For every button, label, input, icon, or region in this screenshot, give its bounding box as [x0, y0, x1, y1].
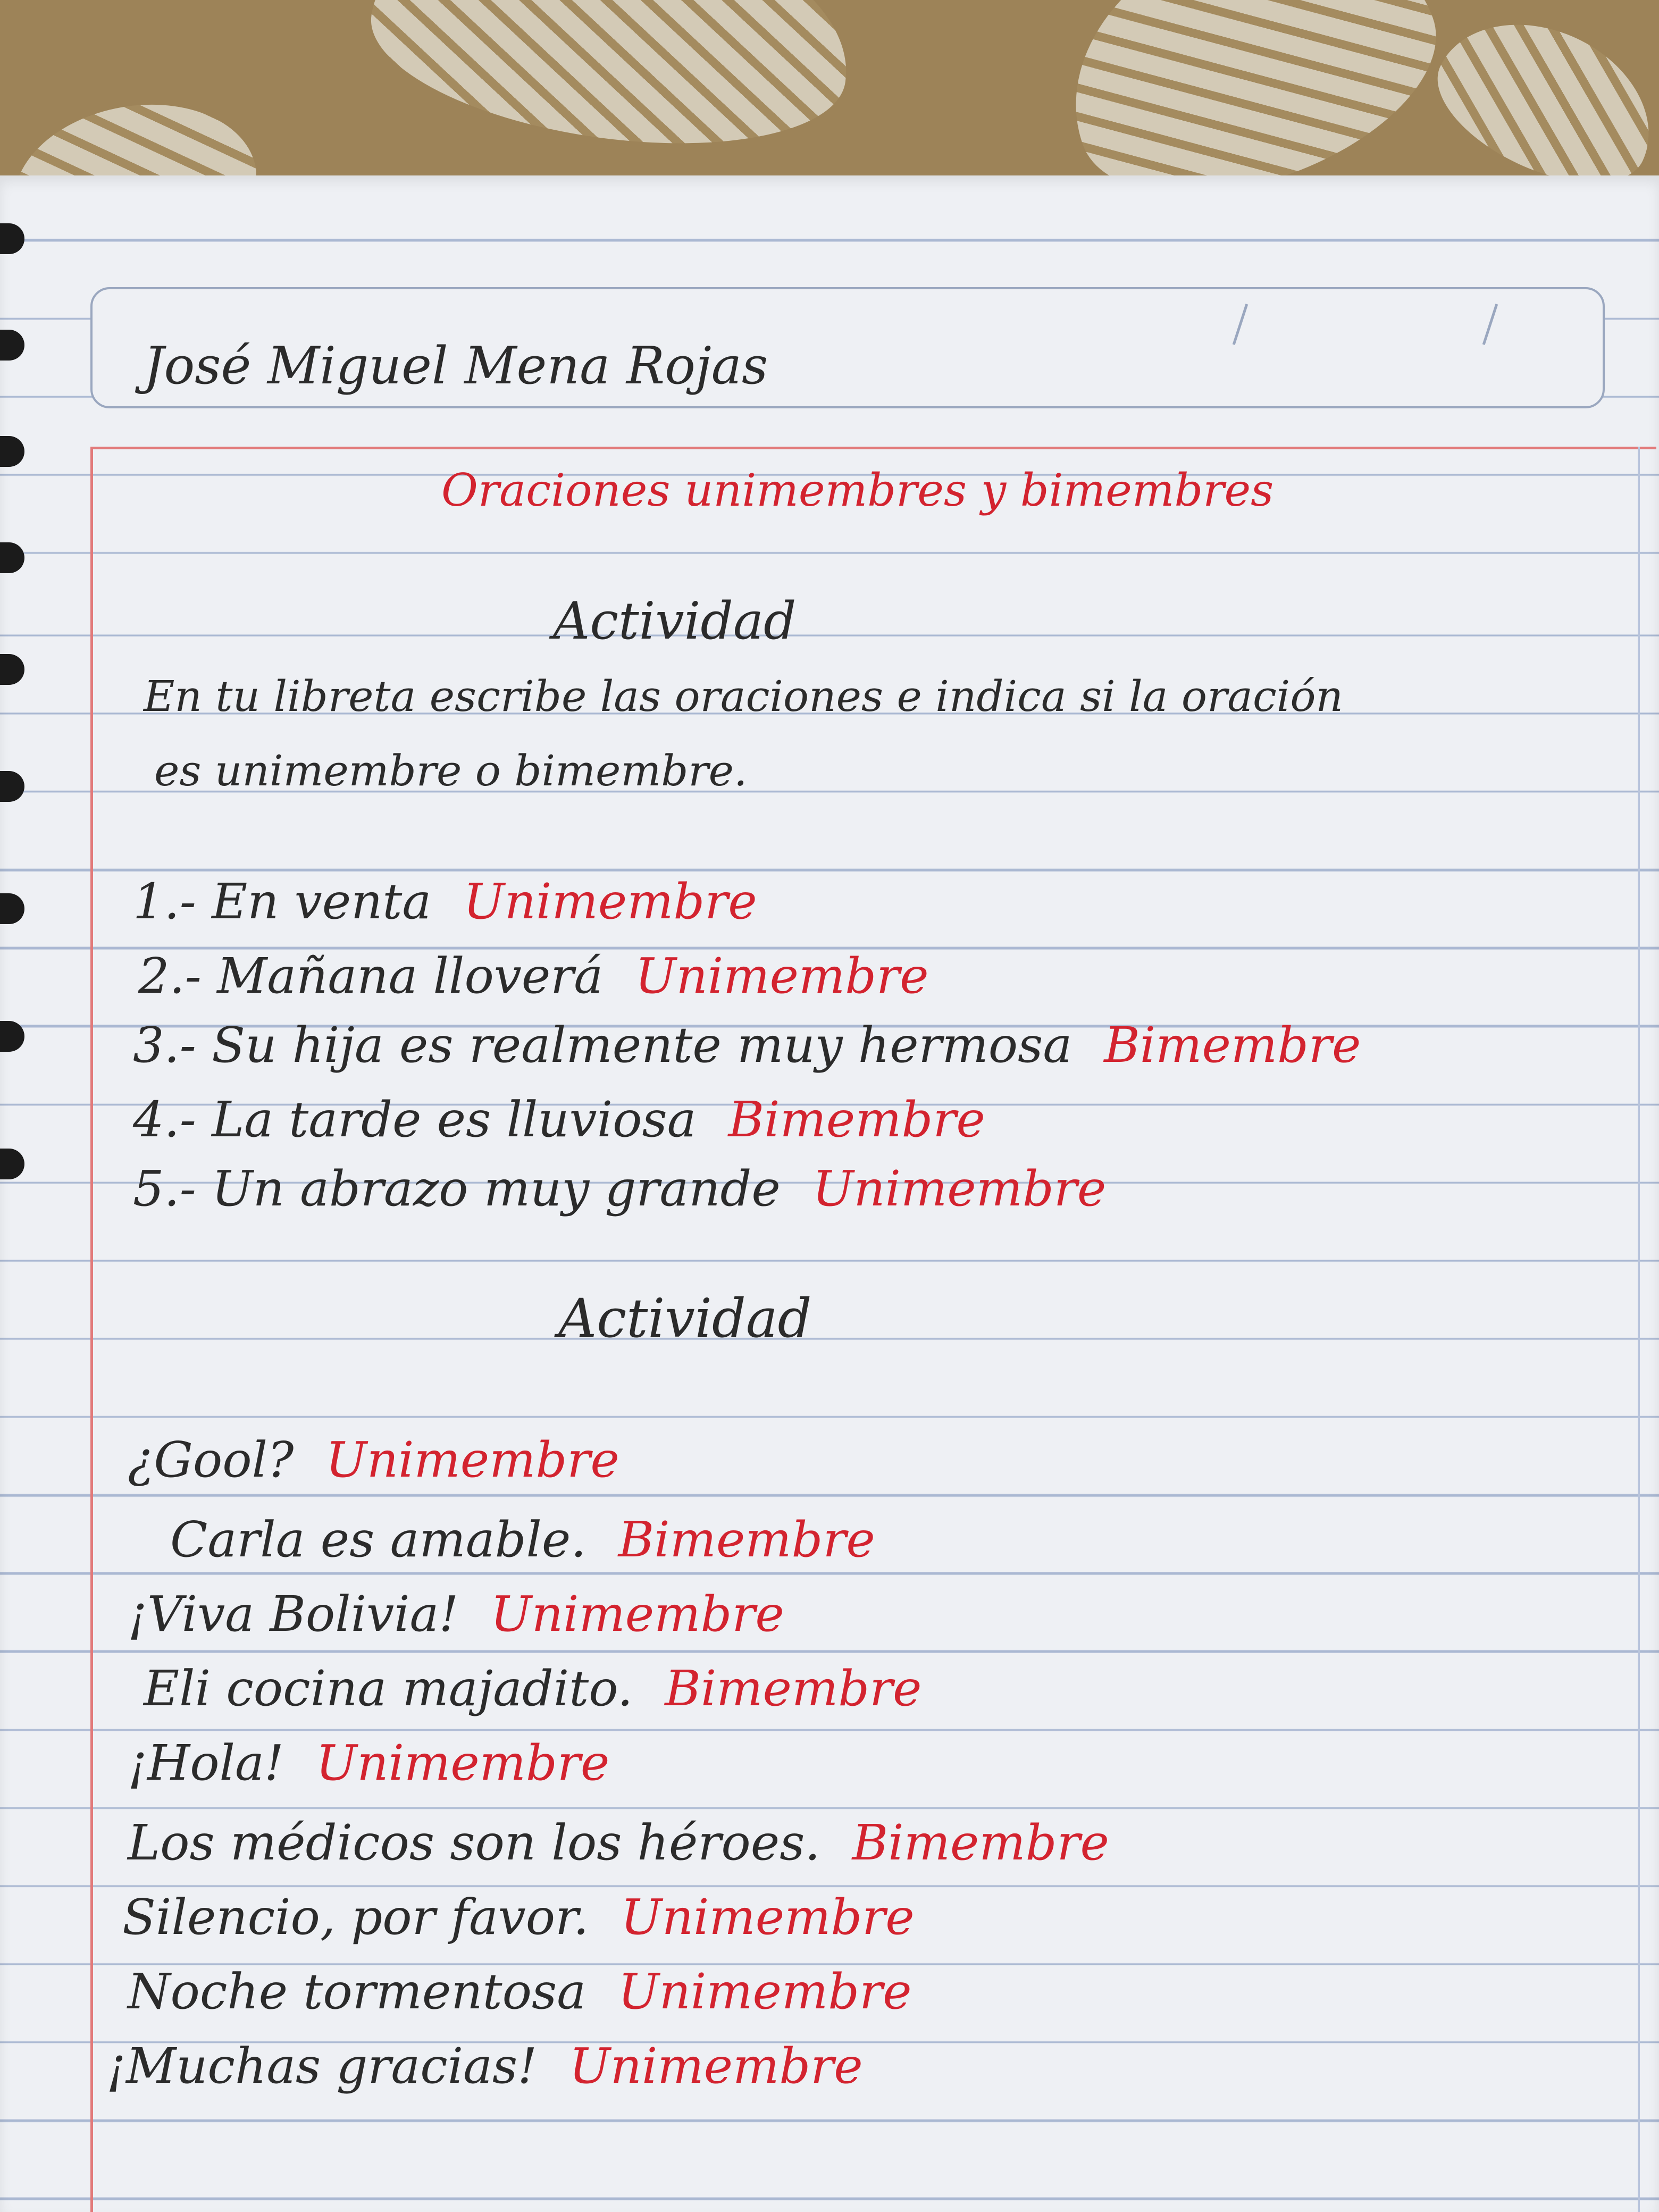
sentence: Los médicos son los héroes. — [128, 1814, 820, 1871]
sentence: Noche tormentosa — [128, 1963, 586, 2020]
activity-1-item — [133, 873, 757, 930]
classification-label: Bimembre — [665, 1660, 922, 1717]
classification-label: Bimembre — [728, 1091, 985, 1148]
sentence: ¡Muchas gracias! — [106, 2038, 538, 2094]
sentence: ¡Viva Bolivia! — [128, 1586, 459, 1643]
activity-1-item — [133, 1160, 1107, 1217]
activity-2-item — [128, 1735, 610, 1791]
instructions-line-2: es unimembre o bimembre. — [154, 746, 748, 795]
sentence: 2.- Mañana lloverá — [138, 948, 604, 1004]
student-name: José Miguel Mena Rojas — [144, 336, 768, 396]
classification-label: Unimembre — [621, 1889, 915, 1946]
sentence: 5.- Un abrazo muy grande — [133, 1160, 781, 1217]
classification-label: Bimembre — [1104, 1017, 1361, 1074]
sentence: Silencio, por favor. — [122, 1889, 589, 1946]
activity-1-item — [133, 1091, 985, 1148]
activity-2-item — [170, 1511, 875, 1568]
classification-label: Unimembre — [812, 1160, 1107, 1217]
classification-label: Bimembre — [618, 1511, 875, 1568]
instructions-line-1: En tu libreta escribe las oraciones e indica si la oración — [144, 672, 1344, 721]
classification-label: Unimembre — [635, 948, 929, 1004]
activity-1-item — [133, 1017, 1361, 1074]
sentence: 1.- En venta — [133, 873, 432, 930]
classification-label: Unimembre — [569, 2038, 863, 2094]
activity-2-item — [144, 1660, 922, 1717]
activity-1-item — [138, 948, 929, 1004]
classification-label: Unimembre — [315, 1735, 610, 1791]
classification-label: Unimembre — [325, 1431, 619, 1488]
activity-2-item — [128, 1431, 619, 1488]
sentence: Carla es amable. — [170, 1511, 586, 1568]
sentence: 3.- Su hija es realmente muy hermosa — [133, 1017, 1073, 1074]
right-margin-line — [1638, 447, 1640, 2212]
leaf-pattern — [359, 0, 864, 171]
sentence: ¡Hola! — [128, 1735, 284, 1791]
classification-label: Unimembre — [463, 873, 757, 930]
activity-2-item — [122, 1889, 915, 1946]
classification-label: Unimembre — [618, 1963, 912, 2020]
classification-label: Bimembre — [852, 1814, 1109, 1871]
sentence: Eli cocina majadito. — [144, 1660, 633, 1717]
activity-2-item — [128, 1586, 784, 1643]
activity-2-item — [128, 1814, 1109, 1871]
page-title: Oraciones unimembres y bimembres — [441, 464, 1274, 516]
classification-label: Unimembre — [490, 1586, 784, 1643]
sentence: 4.- La tarde es lluviosa — [133, 1091, 697, 1148]
activity-2-item — [106, 2038, 863, 2094]
activity-1-heading: Actividad — [553, 591, 797, 651]
sentence: ¿Gool? — [128, 1431, 294, 1488]
activity-2-heading: Actividad — [558, 1287, 812, 1350]
activity-2-item — [128, 1963, 912, 2020]
